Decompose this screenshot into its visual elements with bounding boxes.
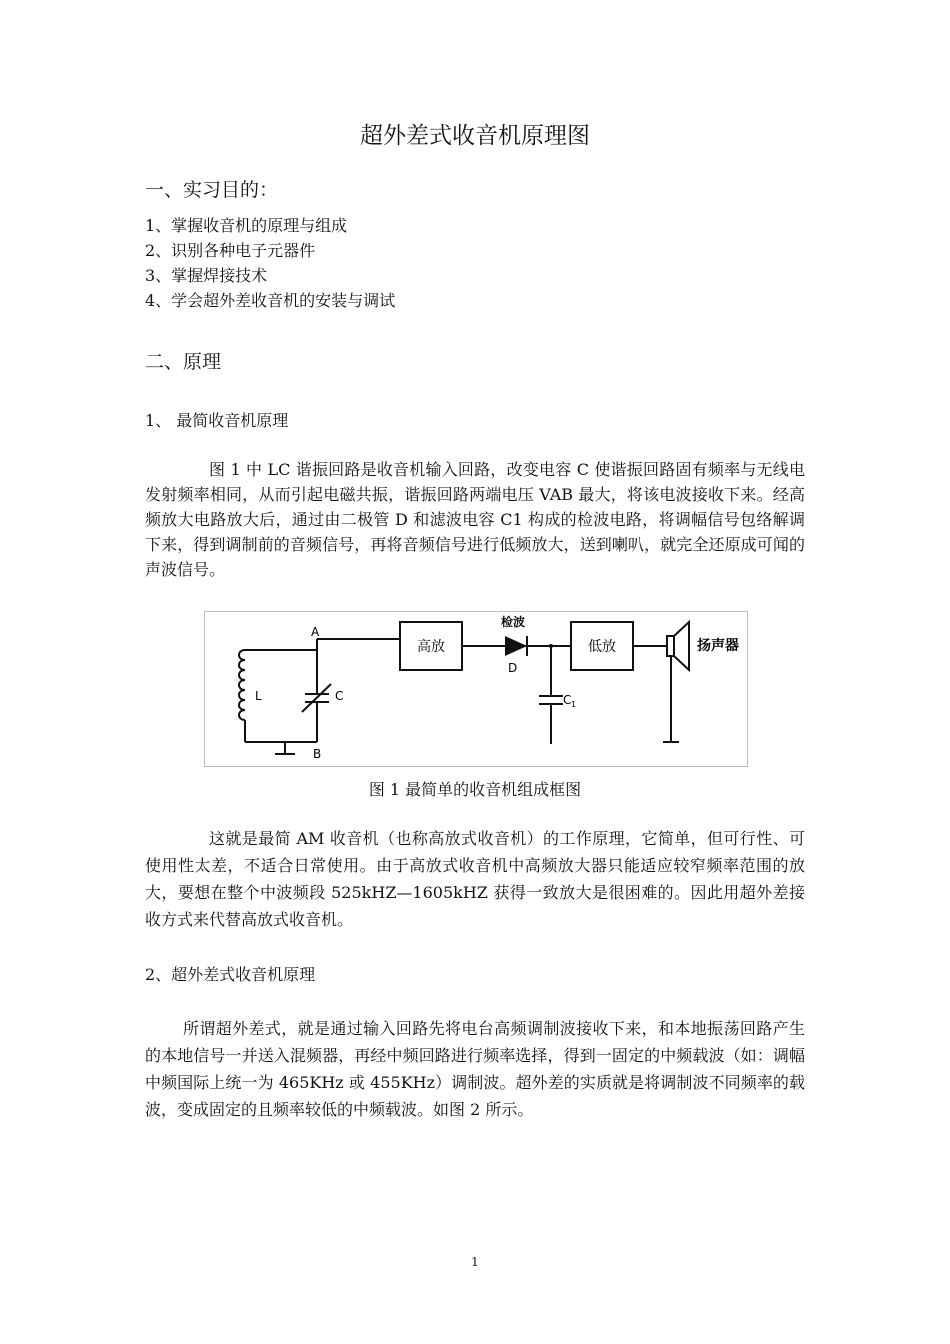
hf-amp-label: 高放 xyxy=(417,639,445,655)
node-a-label: A xyxy=(311,625,320,639)
paragraph-simple-radio: 图 1 中 LC 谐振回路是收音机输入回路，改变电容 C 使谐振回路固有频率与无线电发射频率相同，从而引起电磁共振，谐振回路两端电压 VAB 最大，将该电波接收下来。经高频放大电路放大后，通过由二极管 D 和滤波电容 C1 构成的检波电路，将调幅信号包络解调下来，得到调制前的音频信号，再将音频信号进行低频放大，送到喇叭，就完全还原成可闻的声波信号。 xyxy=(145,460,805,579)
diode-symbol xyxy=(505,636,527,656)
circuit-diagram xyxy=(205,612,749,768)
list-item: 1、掌握收音机的原理与组成 xyxy=(145,216,348,235)
subsection-heading-simple-radio: 1、 最简收音机原理 xyxy=(145,411,289,430)
list-item: 3、掌握焊接技术 xyxy=(145,266,268,285)
node-b-label: B xyxy=(313,747,322,761)
radio-block-diagram xyxy=(204,611,748,767)
list-item: 4、学会超外差收音机的安装与调试 xyxy=(145,291,396,310)
inductor-coil xyxy=(239,650,245,720)
lf-amp-label: 低放 xyxy=(588,639,616,655)
page-number: 1 xyxy=(471,1255,479,1269)
list-item: 2、识别各种电子元器件 xyxy=(145,241,316,260)
paragraph-am-radio: 这就是最简 AM 收音机（也称高放式收音机）的工作原理，它简单，但可行性、可使用性太差，不适合日常使用。由于高放式收音机中高频放大器只能适应较窄频率范围的放大，要想在整个中波频段 525kHZ—1605kHZ 获得一致放大是很困难的。因此用超外差接收方式来代替高放式收音机。 xyxy=(145,829,805,929)
inductor-label: L xyxy=(255,689,262,703)
figure-caption: 图 1 最简单的收音机组成框图 xyxy=(368,780,582,799)
section-heading-purpose: 一、实习目的： xyxy=(145,179,279,201)
capacitor-label: C xyxy=(335,689,344,703)
detector-label: 检波 xyxy=(501,615,526,629)
speaker-label: 扬声器 xyxy=(697,638,739,654)
diode-label: D xyxy=(508,661,518,675)
page-title: 超外差式收音机原理图 xyxy=(360,123,590,149)
capacitor-c1-label: C xyxy=(563,693,572,707)
subsection-heading-superhet: 2、超外差式收音机原理 xyxy=(145,965,316,984)
capacitor-c1-subscript: 1 xyxy=(571,700,577,709)
section-heading-principle: 二、原理 xyxy=(145,351,222,373)
paragraph-superhet: 所谓超外差式，就是通过输入回路先将电台高频调制波接收下来，和本地振荡回路产生的本地信号一并送入混频器，再经中频回路进行频率选择，得到一固定的中频载波（如：调幅中频国际上统一为 465KHz 或 455KHz）调制波。超外差的实质就是将调制波不同频率的载波，变成固定的且频率较低的中频载波。如图 2 所示。 xyxy=(145,1019,805,1119)
